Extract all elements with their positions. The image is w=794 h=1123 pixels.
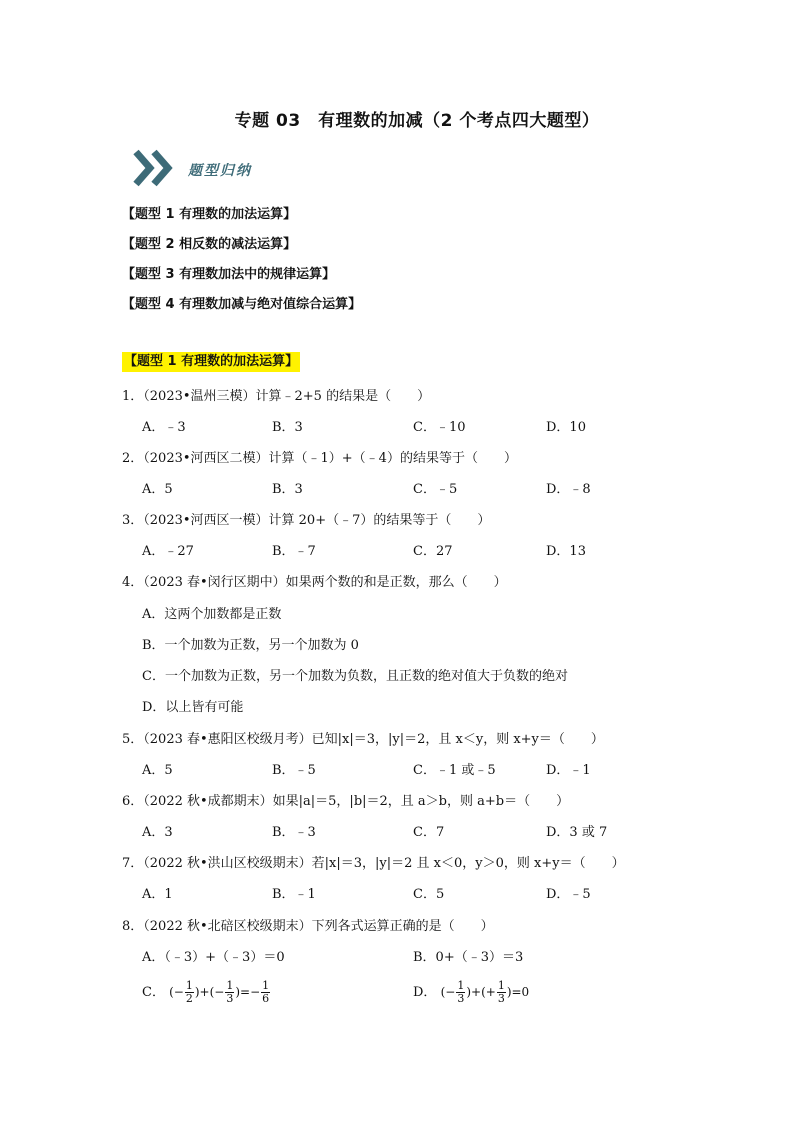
option-a: A．3 [142, 825, 173, 840]
topic-item: 【题型 1 有理数的加法运算】 [122, 207, 297, 222]
option-c: C．﹣1 或﹣5 [413, 763, 496, 778]
option-c: C．5 [413, 887, 445, 902]
option-b: B．3 [272, 482, 303, 497]
option-c: C．﹣5 [413, 482, 458, 497]
option-a: A．这两个加数都是正数 [142, 607, 282, 622]
double-chevron-right-icon [132, 148, 184, 188]
option-d-letter: D． [413, 985, 437, 1000]
option-a: A．5 [142, 482, 173, 497]
option-c [142, 980, 271, 1005]
question-stem: 8．（2022 秋•北碚区校级期末）下列各式运算正确的是（ ） [122, 919, 494, 934]
banner-label: 题型归纳 [188, 163, 252, 179]
option-b: B．一个加数为正数，另一个加数为 0 [142, 638, 359, 653]
option-d: D．13 [546, 544, 586, 559]
option-d: D．3 或 7 [546, 825, 608, 840]
option-d [413, 980, 529, 1005]
question-stem: 4．（2023 春•闵行区期中）如果两个数的和是正数，那么（ ） [122, 575, 507, 590]
section-banner [132, 148, 292, 188]
page-title: 专题 03 有理数的加减（2 个考点四大题型） [234, 111, 600, 131]
option-a: A．1 [142, 887, 173, 902]
option-d: D．10 [546, 420, 586, 435]
question-stem: 7．（2022 秋•洪山区校级期末）若|x|＝3，|y|＝2 且 x＜0，y＞0，则 x+y＝（ ） [122, 856, 625, 871]
option-c: C．﹣10 [413, 420, 466, 435]
option-c: C．7 [413, 825, 445, 840]
topic-item: 【题型 4 有理数加减与绝对值综合运算】 [122, 297, 362, 312]
option-b: B．3 [272, 420, 303, 435]
question-stem: 2．（2023•河西区二模）计算（﹣1）+（﹣4）的结果等于（ ） [122, 451, 517, 466]
option-b: B．﹣5 [272, 763, 316, 778]
option-c-letter: C． [142, 985, 165, 1000]
section-heading: 【题型 1 有理数的加法运算】 [122, 352, 300, 372]
option-b: B．0+（﹣3）＝3 [413, 950, 524, 965]
option-b: B．﹣1 [272, 887, 316, 902]
option-d-formula: (− $\frac{1}{3}$ )+(+ $\frac{1}{3}$ )=0 [440, 979, 530, 1005]
topic-item: 【题型 3 有理数加法中的规律运算】 [122, 267, 336, 282]
option-b: B．﹣3 [272, 825, 316, 840]
option-c-formula: (− $\frac{1}{2}$ )+(− $\frac{1}{3}$ )=− $\frac{1}{6}$ [169, 979, 270, 1005]
option-c: C．一个加数为正数，另一个加数为负数，且正数的绝对值大于负数的绝对 [142, 669, 568, 684]
option-c: C．27 [413, 544, 453, 559]
option-a: A．（﹣3）+（﹣3）＝0 [142, 950, 285, 965]
topic-item: 【题型 2 相反数的减法运算】 [122, 237, 297, 252]
question-stem: 3．（2023•河西区一模）计算 20+（﹣7）的结果等于（ ） [122, 513, 491, 528]
option-d: D．﹣1 [546, 763, 591, 778]
question-stem: 6．（2022 秋•成都期末）如果|a|＝5，|b|＝2，且 a＞b，则 a+b＝（ ） [122, 794, 570, 809]
topic-list [122, 206, 361, 326]
option-a: A．﹣27 [142, 544, 194, 559]
option-a: A．5 [142, 763, 173, 778]
question-stem: 1．（2023•温州三模）计算﹣2+5 的结果是（ ） [122, 389, 431, 404]
option-b: B．﹣7 [272, 544, 316, 559]
option-a: A．﹣3 [142, 420, 186, 435]
option-d: D．以上皆有可能 [142, 700, 244, 715]
question-stem: 5．（2023 春•惠阳区校级月考）已知|x|＝3，|y|＝2，且 x＜y，则 x+y＝（ ） [122, 732, 604, 747]
option-d: D．﹣8 [546, 482, 591, 497]
option-d: D．﹣5 [546, 887, 591, 902]
